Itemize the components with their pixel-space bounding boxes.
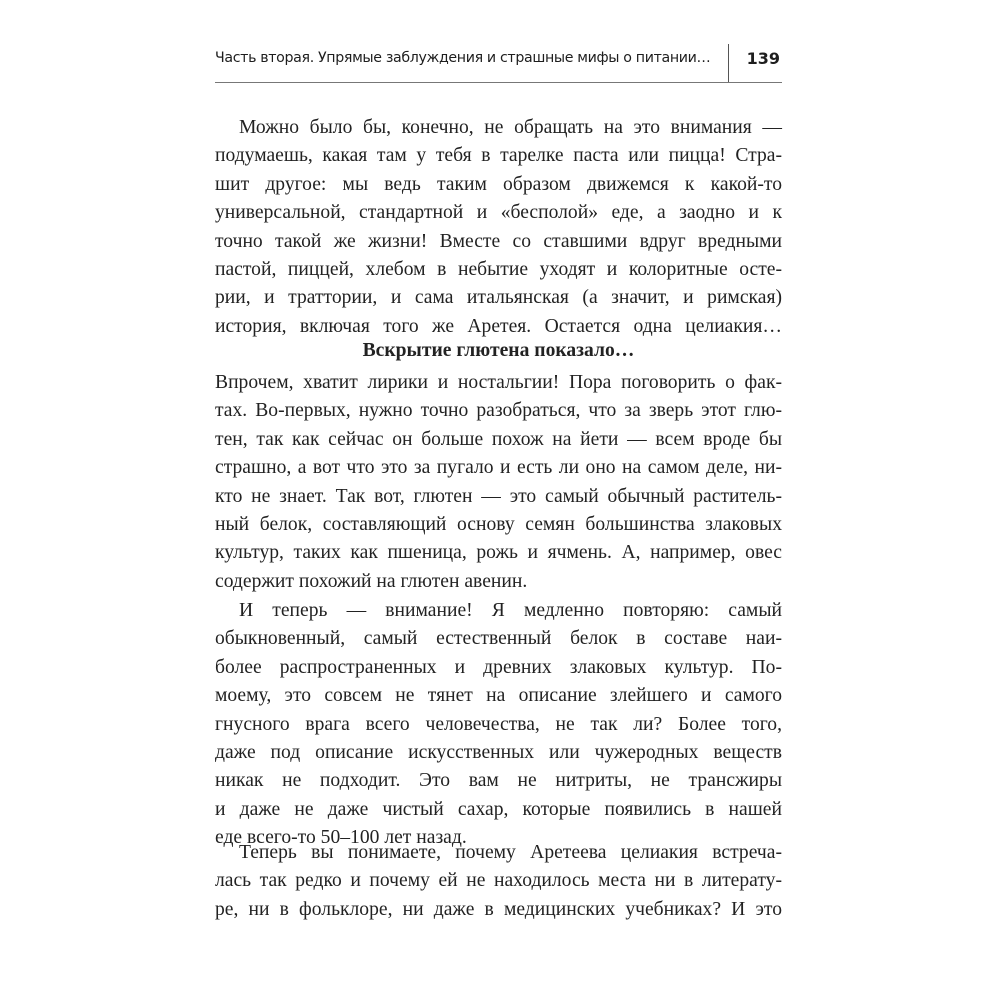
text-line: рии, и траттории, и сама итальянская (а значит, и римская) (215, 287, 782, 309)
text-line: универсальной, стандартной и «бесполой» еде, а заодно и к (215, 202, 782, 224)
paragraph-1 (215, 114, 782, 341)
paragraph-4 (215, 839, 782, 924)
text-line: страшно, а вот что это за пугало и есть ли оно на самом деле, ни- (215, 457, 782, 479)
text-line: моему, это совсем не тянет на описание злейшего и самого (215, 685, 782, 707)
text-line: лась так редко и почему ей не находилось места ни в литерату- (215, 870, 782, 892)
text-line: Впрочем, хватит лирики и ностальгии! Пора поговорить о фак- (215, 372, 782, 393)
text-line: ре, ни в фольклоре, ни даже в медицинских учебниках? И это (215, 898, 782, 920)
paragraph-2 (215, 369, 782, 596)
header-vertical-divider (728, 44, 729, 82)
text-line: обыкновенный, самый естественный белок в составе наи- (215, 628, 782, 650)
text-line: содержит похожий на глютен авенин. (215, 570, 528, 592)
text-line: пастой, пиццей, хлебом в небытие уходят и колоритные осте- (215, 258, 782, 280)
text-line: никак не подходит. Это вам не нитриты, не трансжиры (215, 770, 782, 792)
text-line: культур, таких как пшеница, рожь и ячмень. А, например, овес (215, 542, 782, 564)
text-line: Теперь вы понимаете, почему Аретеева целиакия встреча- (239, 842, 782, 863)
text-line: кто не знает. Так вот, глютен — это самый обычный раститель- (215, 485, 782, 507)
text-line: шит другое: мы ведь таким образом движемся к какой-то (215, 173, 782, 195)
text-line: подумаешь, какая там у тебя в тарелке паста или пицца! Стра- (215, 145, 782, 167)
running-header (215, 44, 782, 82)
text-line: более распространенных и древних злаковых культур. По- (215, 656, 782, 678)
text-line: тен, так как сейчас он больше похож на йети — всем вроде бы (215, 428, 782, 450)
header-rule (215, 82, 782, 83)
text-line: Можно было бы, конечно, не обращать на это внимания — (239, 117, 782, 138)
text-line: ный белок, составляющий основу семян большинства злаковых (215, 513, 782, 535)
text-line: гнусного врага всего человечества, не так ли? Более того, (215, 713, 782, 735)
text-line: история, включая того же Аретея. Остается одна целиакия… (215, 315, 782, 337)
text-line: и даже не даже чистый сахар, которые появились в нашей (215, 798, 782, 820)
page-number: 139 (746, 49, 780, 68)
paragraph-3 (215, 597, 782, 853)
section-heading: Вскрытие глютена показало… (362, 340, 635, 361)
text-line: точно такой же жизни! Вместе со ставшими вдруг вредными (215, 230, 782, 252)
text-line: еде всего-то 50–100 лет назад. (215, 827, 467, 849)
text-line: тах. Во-первых, нужно точно разобраться, что за зверь этот глю- (215, 400, 782, 422)
running-head-title: Часть вторая. Упрямые заблуждения и страшные мифы о питании… (215, 50, 711, 66)
text-line: даже под описание искусственных или чужеродных веществ (215, 741, 782, 763)
text-line: И теперь — внимание! Я медленно повторяю: самый (239, 600, 782, 621)
